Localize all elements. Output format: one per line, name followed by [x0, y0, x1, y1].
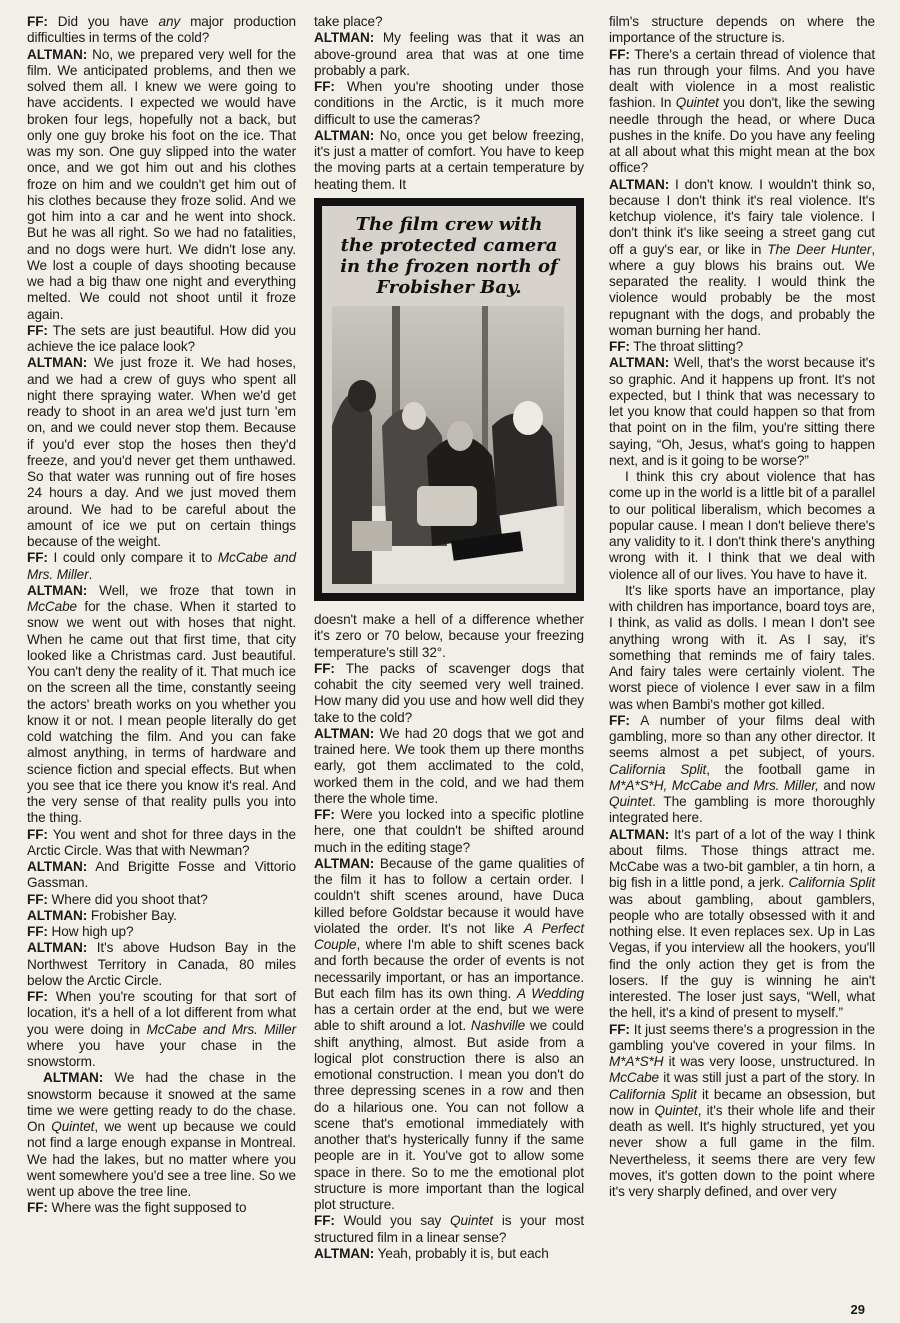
interview-paragraph	[609, 1022, 875, 1201]
body-text: I could only compare it to	[47, 550, 218, 566]
body-text: The throat slitting?	[629, 339, 744, 354]
speaker-label: FF:	[27, 14, 48, 29]
interview-paragraph	[27, 1200, 296, 1216]
title-text: Quintet	[609, 794, 653, 809]
title-text: McCabe	[609, 1070, 660, 1086]
interview-paragraph	[27, 908, 296, 924]
interview-paragraph	[27, 892, 296, 908]
film-crew-photo	[332, 306, 564, 584]
body-text: It's like sports have an importance, play with children has importance, board toys are, I think, as valid as dolls. I mean I don't see anything wrong with it. As I say, it's something that reminds me of fairy tales. And fairy tales were certainly violent. The worst piece of violence I ever saw in a film was when Bambi's mother got killed.	[609, 582, 876, 712]
speaker-label: FF:	[314, 1213, 335, 1229]
body-text: Well, that's the worst because it's so graphic. And it happens up front. It's not expected, but I think that was necessary to let you know that could happen so that from that point on in the film, you're sitting there saying, “Oh, Jesus, what's going to happen next, and is it going to be worse?”	[609, 355, 875, 468]
body-text: we could shift anything, almost. But aside from a logical plot construction there is also an emotional construction. I mean you don't do three depressing scenes in a row and then do a hilarious one. You can not follow a scene that's emotional immediately with another that's hysterically funny if the same people are in it. You've got to allow some space in there. So to me the emotional plot structure is more important than the logical plot structure.	[314, 1018, 584, 1212]
title-text: California Split	[788, 875, 875, 891]
title-text: Nashville	[470, 1018, 526, 1034]
interview-paragraph	[609, 713, 875, 827]
body-text: Because of the game qualities of the film it has to follow a certain order. I couldn't shift scenes around, have Duca killed before Goldstar because it would have violated the order. It's not like	[314, 855, 584, 936]
interview-paragraph	[314, 856, 584, 1214]
speaker-label: FF:	[314, 660, 335, 676]
body-text: It's above Hudson Bay in the Northwest Territory in Canada, 80 miles below the Arctic Circle.	[27, 940, 296, 988]
speaker-label: ALTMAN:	[27, 940, 88, 956]
title-text: McCabe and Mrs. Miller	[27, 550, 297, 582]
body-text: you don't, like the sewing needle through the head, or where Duca pushes in the knife. Do you have any feeling at all about what this might mean at the box office?	[609, 95, 875, 176]
interview-paragraph	[609, 827, 875, 1022]
title-text: McCabe	[27, 599, 78, 614]
body-text: We just froze it. We had hoses, and we had a crew of guys who spent all night there spraying water. When we'd get ready to shoot in an area we'd just turn 'em on, and we could never stop them. Because if you'd ever stop the hoses then they'd freeze, and you'd never get them unthawed. So that water was running out of fire hoses 24 hours a day. And we just moved them around. We had to be careful about the amount of ice we put on certain things because of the weight.	[27, 355, 296, 549]
speaker-label: ALTMAN:	[314, 855, 375, 871]
body-text: We had 20 dogs that we got and trained here. We took them up there months early, got them acclimated to the cold, worked them in the cold, and we had them there the whole time.	[314, 725, 584, 806]
interview-paragraph	[314, 1213, 584, 1246]
interview-paragraph	[27, 355, 296, 550]
speaker-label: FF:	[609, 46, 630, 62]
title-text: McCabe and Mrs. Miller	[146, 1021, 296, 1037]
caption-line: in the frozen north of	[340, 256, 558, 277]
body-text: You went and shot for three days in the Arctic Circle. Was that with Newman?	[27, 826, 296, 858]
interview-paragraph	[27, 989, 296, 1070]
text-column-2-bottom	[314, 612, 584, 1262]
speaker-label: ALTMAN:	[314, 127, 375, 143]
body-text: it was very loose, unstructured. In	[663, 1054, 875, 1069]
body-text: was about gambling, about gamblers, people who are totally obsessed with it and nothing else. It even replaces sex. Up in Las Vegas, if you interview all the hookers, you'll find the only action they get is from the losers. If the guy is winning he ain't interested. The loser just says, “Well, what the hell, it's a kind of present to myself.”	[609, 891, 875, 1021]
body-text: Were you locked into a specific plotline here, one that couldn't be shifted around much in the editing stage?	[314, 807, 584, 855]
speaker-label: ALTMAN:	[27, 46, 88, 62]
interview-paragraph	[314, 726, 584, 807]
body-text: The packs of scavenger dogs that cohabit the city seemed very well trained. How many did you use and how well did they take to the cold?	[314, 660, 584, 725]
speaker-label: FF:	[27, 550, 48, 566]
interview-paragraph	[609, 14, 875, 47]
speaker-label: FF:	[27, 924, 48, 939]
interview-paragraph	[314, 661, 584, 726]
photo-illustration	[332, 306, 564, 584]
body-text: film's structure depends on where the importance of the structure is.	[609, 14, 875, 46]
speaker-label: FF:	[27, 826, 48, 842]
body-text: No, once you get below freezing, it's just a matter of comfort. You have to keep the moving parts at a certain temperature by heating them. It	[314, 127, 584, 192]
interview-paragraph	[27, 924, 296, 940]
interview-paragraph	[314, 612, 584, 661]
caption-line: Frobisher Bay.	[376, 277, 522, 298]
speaker-label: FF:	[609, 712, 630, 728]
body-text: We had the chase in the snowstorm because it snowed at the same time we were getting ready to do the chase. On	[27, 1070, 296, 1134]
interview-paragraph	[27, 827, 296, 860]
interview-paragraph	[27, 940, 296, 989]
body-text: major production difficulties in terms of the cold?	[27, 14, 297, 46]
title-text: M*A*S*H, McCabe and Mrs. Miller,	[609, 777, 819, 793]
body-text: When you're scouting for that sort of location, it's a hell of a lot different from what you were doing in	[27, 989, 296, 1037]
speaker-label: FF:	[609, 339, 630, 354]
body-text: it was still just a part of the story. In	[659, 1070, 875, 1086]
caption-line: the protected camera	[340, 235, 558, 256]
body-text: , we went up because we could not find a large enough expanse in Montreal. We had the lakes, but no matter where you went somewhere you'd see a tree line. So we went up above the tree line.	[27, 1119, 296, 1199]
body-text: It's part of a lot of the way I think about films. Those things attract me. McCabe was a two-bit gambler, a tin horn, a big fish in a little pond, a jerk.	[609, 826, 875, 891]
figure-panel	[322, 206, 576, 593]
speaker-label: ALTMAN:	[43, 1070, 104, 1086]
body-text: I don't know. I wouldn't think so, because I don't think it's real violence. It's ketchup violence, it's fairy tale violence. I don't think it's like seeing a street gang cut off a guy's ear, or like in	[609, 176, 875, 257]
speaker-label: ALTMAN:	[609, 826, 670, 842]
speaker-label: ALTMAN:	[609, 176, 670, 192]
speaker-label: FF:	[27, 322, 48, 338]
speaker-label: FF:	[27, 989, 48, 1004]
text-column-1	[27, 14, 296, 1217]
interview-paragraph	[27, 14, 296, 47]
body-text: and now	[818, 777, 875, 793]
body-text: has a certain order at the end, but we were able to shift around a lot.	[314, 1002, 584, 1034]
interview-paragraph	[314, 128, 584, 193]
interview-paragraph	[609, 583, 875, 713]
body-text: Did you have	[47, 14, 159, 29]
title-text: any	[158, 14, 181, 29]
body-text: , it's their whole life and their death as well. It's highly structured, yet you never show a full game in the film. Nevertheless, it seems there are very few moves, it's gotten down to the point where it's very sharply defined, and over very	[609, 1102, 875, 1199]
speaker-label: ALTMAN:	[27, 355, 88, 371]
body-text: When you're shooting under those conditions in the Arctic, is it much more difficult to use the cameras?	[314, 79, 584, 127]
body-text: where you have your chase in the snowstorm.	[27, 1037, 296, 1069]
interview-paragraph	[609, 355, 875, 469]
speaker-label: ALTMAN:	[314, 1245, 375, 1261]
speaker-label: ALTMAN:	[314, 725, 375, 741]
body-text: .	[88, 566, 93, 582]
speaker-label: FF:	[27, 891, 48, 907]
body-text: take place?	[314, 14, 383, 29]
speaker-label: ALTMAN:	[314, 30, 375, 46]
body-text: . The gambling is more thoroughly integrated here.	[609, 794, 875, 826]
interview-paragraph	[314, 79, 584, 128]
body-text: Would you say	[334, 1213, 450, 1229]
interview-paragraph	[27, 859, 296, 892]
interview-paragraph	[609, 47, 875, 177]
speaker-label: FF:	[314, 79, 335, 94]
speaker-label: ALTMAN:	[27, 859, 88, 874]
speaker-label: ALTMAN:	[609, 355, 670, 371]
body-text: for the chase. When it started to snow we went out with hoses that night. When he came out that first time, that city looked like a Christmas card. Just beautiful. You can't deny the reality of it. That much ice on the screen all the time, constantly seeing the actors' breath works on you whether you know it or not. I mean people literally do get cold watching the film. And you can fake almost anything, in terms of hardware and science fiction and special effects. But when you see that ice there you know it's real. And the very sense of that reality pulls you into the thing.	[27, 599, 296, 826]
title-text: A Wedding	[516, 985, 584, 1001]
body-text: I think this cry about violence that has come up in the world is a little bit of a parallel to our political liberalism, which becomes a popular cause. I mean I don't believe there's any validity to it. I don't think there's anything wrong with it. I think that we deal with violence all of our lives. You have to have it.	[609, 469, 875, 582]
caption-line: The film crew with	[355, 214, 543, 235]
speaker-label: FF:	[314, 807, 335, 822]
body-text: And Brigitte Fosse and Vittorio Gassman.	[27, 859, 296, 891]
body-text: A number of your films deal with gambling, more so than any other director. It seems almost a pet subject, of yours.	[609, 712, 875, 761]
body-text: , where a guy blows his brains out. We separated the reality. I would think the violence would probably be the most repugnant with the dogs, and probably the woman burning her hand.	[609, 241, 875, 338]
title-text: Quintet	[449, 1213, 494, 1229]
body-text: is your most structured film in a linear sense?	[314, 1213, 585, 1245]
photo-figure	[314, 198, 584, 601]
speaker-label: ALTMAN:	[27, 582, 88, 598]
interview-paragraph	[27, 47, 296, 323]
interview-paragraph	[314, 30, 584, 79]
body-text: My feeling was that it was an above-ground area that was at one time probably a park.	[314, 30, 584, 78]
interview-paragraph	[27, 550, 296, 583]
text-column-2-top	[314, 14, 584, 193]
body-text: Well, we froze that town in	[87, 582, 296, 598]
body-text: It just seems there's a progression in the gambling you've covered in your films. In	[609, 1021, 875, 1053]
interview-paragraph	[27, 1070, 296, 1200]
interview-paragraph	[27, 323, 296, 356]
body-text: Where did you shoot that?	[47, 891, 208, 907]
body-text: Yeah, probably it is, but each	[374, 1245, 549, 1261]
body-text: There's a certain thread of violence that has run through your films. And you have dealt with violence in a most realistic fashion. In	[609, 46, 875, 111]
interview-paragraph	[609, 469, 875, 583]
interview-paragraph	[27, 583, 296, 827]
body-text: doesn't make a hell of a difference whether it's zero or 70 below, because your freezing temperature's still 32°.	[314, 612, 584, 660]
title-text: A Perfect Couple	[314, 920, 585, 952]
title-text: California Split	[609, 761, 707, 777]
speaker-label: FF:	[27, 1200, 48, 1216]
title-text: Quintet	[51, 1119, 95, 1134]
title-text: California Split	[609, 1086, 697, 1102]
figure-caption	[322, 214, 576, 298]
interview-paragraph	[314, 14, 584, 30]
title-text: M*A*S*H	[609, 1054, 664, 1069]
body-text: No, we prepared very well for the film. We anticipated problems, and then we solved them all. I knew we were going to have accidents. I expected we would have broken four legs, hopefully not a back, but only one guy broke his foot on the ice. That was my son. One guy slipped into the water once, and we got him out and his clothes froze on him and we couldn't get him out of his clothes because they froze solid. And we got him into a car and he went into shock. But he was all right. So we had no fatalities, and no dogs were hurt. We didn't lose any. We lost a couple of days shooting because we had a big thaw one night and everything melted. We could not shoot until it froze again.	[27, 46, 296, 322]
body-text: Where was the fight supposed to	[47, 1200, 247, 1216]
body-text: The sets are just beautiful. How did you achieve the ice palace look?	[27, 322, 296, 354]
title-text: Quintet	[675, 95, 719, 111]
speaker-label: FF:	[609, 1021, 630, 1037]
body-text: , where I'm able to shift scenes back and forth because the order of events is not necessarily important, or has an importance. But each film has its own thing.	[314, 937, 584, 1001]
interview-paragraph	[609, 339, 875, 355]
title-text: Quintet	[654, 1102, 698, 1118]
interview-paragraph	[314, 1246, 584, 1262]
body-text: it became an obsession, but now in	[609, 1086, 876, 1118]
interview-paragraph	[609, 177, 875, 340]
body-text: How high up?	[47, 924, 134, 939]
body-text: , the football game in	[706, 761, 875, 777]
body-text: Frobisher Bay.	[87, 907, 177, 923]
speaker-label: ALTMAN:	[27, 907, 88, 923]
text-column-3	[609, 14, 875, 1200]
interview-paragraph	[314, 807, 584, 856]
page-number: 29	[850, 1302, 865, 1317]
title-text: The Deer Hunter	[767, 241, 872, 257]
